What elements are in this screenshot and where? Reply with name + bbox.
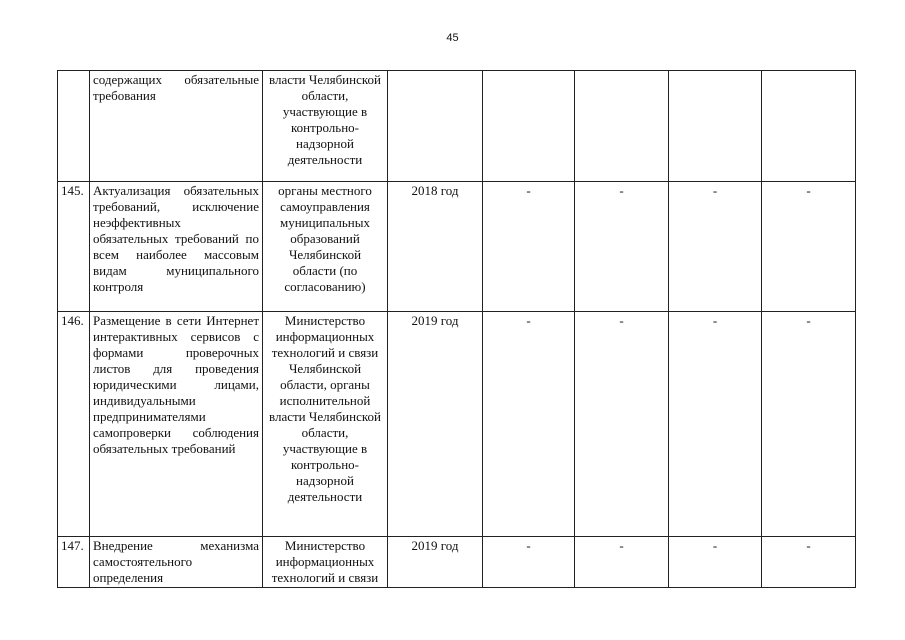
row-number: 147. — [58, 537, 90, 588]
value-cell: - — [669, 537, 762, 588]
table-row — [58, 71, 856, 182]
table-row — [58, 182, 856, 312]
responsible-org: Министерство информационных технологий и связи — [263, 537, 388, 588]
row-number — [58, 71, 90, 182]
measure-name: содержащих обязательные требования — [90, 71, 263, 182]
value-cell: - — [669, 182, 762, 312]
measure-name: Актуализация обязательных требований, исключение неэффективных обязательных требований по всем наиболее массовым видам муниципального контроля — [90, 182, 263, 312]
value-cell — [575, 71, 669, 182]
deadline-year: 2018 год — [388, 182, 483, 312]
deadline-year: 2019 год — [388, 537, 483, 588]
value-cell: - — [762, 312, 856, 537]
deadline-year — [388, 71, 483, 182]
value-cell: - — [762, 537, 856, 588]
measure-name: Внедрение механизма самостоятельного определения — [90, 537, 263, 588]
value-cell: - — [762, 182, 856, 312]
row-number: 146. — [58, 312, 90, 537]
measures-table — [57, 70, 856, 588]
value-cell: - — [575, 312, 669, 537]
table-row — [58, 537, 856, 588]
value-cell — [483, 71, 575, 182]
deadline-year: 2019 год — [388, 312, 483, 537]
table-row — [58, 312, 856, 537]
row-number: 145. — [58, 182, 90, 312]
value-cell: - — [669, 312, 762, 537]
value-cell: - — [483, 312, 575, 537]
responsible-org: органы местного самоуправления муниципальных образований Челябинской области (по согласованию) — [263, 182, 388, 312]
value-cell: - — [483, 182, 575, 312]
measure-name: Размещение в сети Интернет интерактивных сервисов с формами проверочных листов для проведения юридическими лицами, индивидуальными предпринимателями самопроверки соблюдения обязательных требований — [90, 312, 263, 537]
value-cell: - — [483, 537, 575, 588]
value-cell: - — [575, 182, 669, 312]
responsible-org: Министерство информационных технологий и связи Челябинской области, органы исполнительной власти Челябинской области, участвующие в контрольно-надзорной деятельности — [263, 312, 388, 537]
page-number: 45 — [446, 32, 459, 44]
responsible-org: власти Челябинской области, участвующие в контрольно-надзорной деятельности — [263, 71, 388, 182]
value-cell — [762, 71, 856, 182]
value-cell: - — [575, 537, 669, 588]
value-cell — [669, 71, 762, 182]
